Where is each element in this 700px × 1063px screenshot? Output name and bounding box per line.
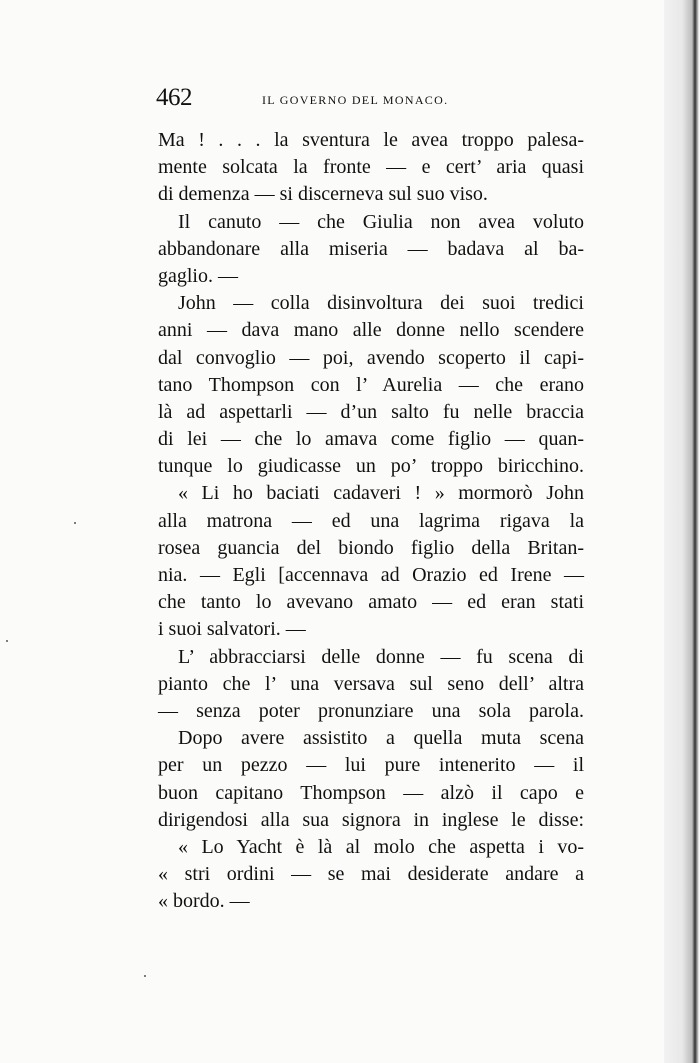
text-line: Ma ! . . . la sventura le avea troppo palesa- (158, 129, 584, 151)
text-line: di demenza — si discerneva sul suo viso. (158, 183, 488, 206)
text-line: dirigendosi alla sua signora in inglese le disse: (158, 808, 584, 831)
paper-speck (144, 975, 146, 977)
text-line: anni — dava mano alle donne nello scendere (158, 319, 584, 342)
text-line: L’ abbracciarsi delle donne — fu scena di (178, 645, 584, 668)
text-line: gaglio. — (158, 264, 238, 287)
text-line: dal convoglio — poi, avendo scoperto il capi- (158, 346, 584, 369)
text-line: Il canuto — che Giulia non avea voluto (178, 210, 584, 233)
text-line: « bordo. — (158, 890, 250, 913)
text-line: mente solcata la fronte — e cert’ aria quasi (158, 156, 584, 179)
text-line: i suoi salvatori. — (158, 618, 306, 641)
text-line: pianto che l’ una versava sul seno dell’ altra (158, 672, 584, 695)
text-line: abbandonare alla miseria — badava al ba- (158, 237, 584, 260)
text-line: « Li ho baciati cadaveri ! » mormorò John (178, 482, 584, 505)
text-line: che tanto lo avevano amato — ed eran stati (158, 591, 584, 614)
text-line: rosea guancia del biondo figlio della Britan- (158, 536, 584, 559)
text-line: buon capitano Thompson — alzò il capo e (158, 781, 584, 804)
text-line: tunque lo giudicasse un po’ troppo biricchino. (158, 455, 584, 478)
page-header (156, 84, 586, 112)
text-line: Dopo avere assistito a quella muta scena (178, 727, 584, 750)
text-line: alla matrona — ed una lagrima rigava la (158, 509, 584, 532)
page-edge-shadow (664, 0, 700, 1063)
text-line: — senza poter pronunziare una sola parola. (158, 699, 584, 722)
paper-speck (74, 522, 76, 524)
text-line: nia. — Egli [accennava ad Orazio ed Irene — (158, 564, 584, 586)
text-line: di lei — che lo amava come figlio — quan- (158, 428, 584, 451)
text-line: tano Thompson con l’ Aurelia — che erano (158, 373, 584, 396)
text-line: « stri ordini — se mai desiderate andare a (158, 863, 584, 886)
body-text (158, 127, 584, 915)
text-line: per un pezzo — lui pure intenerito — il (158, 754, 584, 777)
text-line: John — colla disinvoltura dei suoi tredici (178, 292, 584, 315)
paper-speck (6, 640, 8, 642)
page-number: 462 (156, 84, 192, 111)
text-line: « Lo Yacht è là al molo che aspetta i vo- (178, 835, 584, 858)
text-line: là ad aspettarli — d’un salto fu nelle braccia (158, 400, 584, 423)
running-title: IL GOVERNO DEL MONACO. (262, 93, 449, 107)
